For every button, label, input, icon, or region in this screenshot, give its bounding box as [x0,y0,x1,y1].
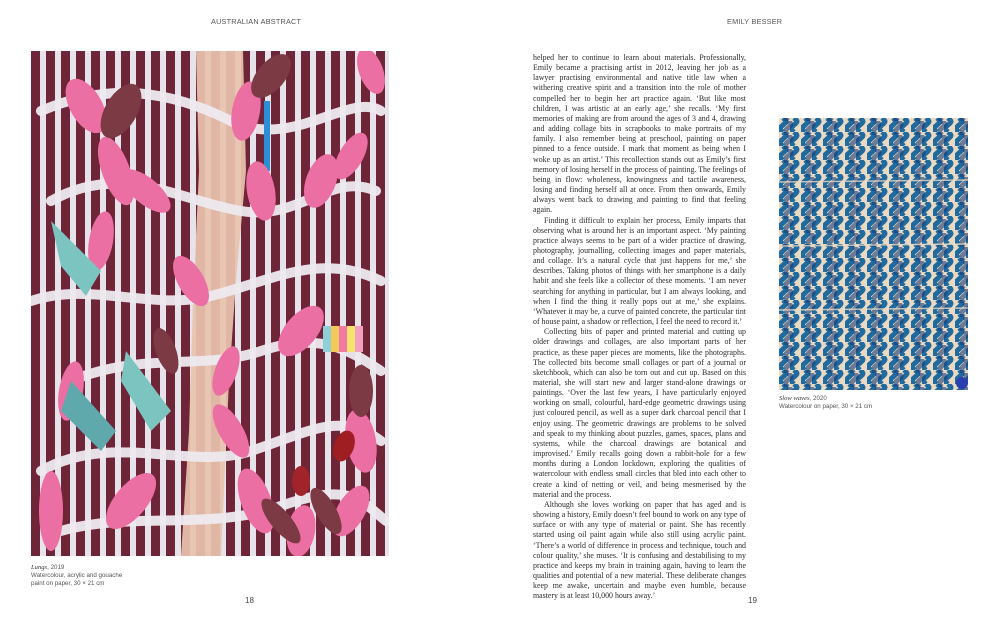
artwork-lungs-shapes [31,51,389,556]
artwork-year: , 2020 [809,395,827,402]
page-number-right: 19 [748,596,757,605]
caption-lungs [31,564,181,588]
paragraph: Collecting bits of paper and printed material and cutting up older drawings and collages, are also important parts of her practice, as these paper pieces are moments, like the photographs. The collected bits become small collages or part of a journal or sketchbook, which can also be torn out and cut up. Based on this material, she will start new and larger stand-alone drawings or paintings. ‘Over the last few years, I have particularly enjoyed working on small, colourful, hard-edge geometric drawings using just coloured pencil, as well as a super dark charcoal pencil that I enjoy using. The geometric drawings are problems to be solved and speak to my thinking about puzzles, games, spaces, plans and systems, while the charcoal drawings are botanical and improvised.’ Emily recalls going down a rabbit-hole for a few months during a London lockdown, exploring the qualities of watercolour with endless small circles that bled into each other to create a kind of netting or veil, and being mesmerised by the material and the process. [533,327,746,499]
artwork-medium-line1: Watercolour on paper, 30 × 21 cm [779,403,873,410]
running-head-left: AUSTRALIAN ABSTRACT [211,17,302,26]
caption-slow-waves [779,395,969,411]
artwork-slow-waves-shapes [779,118,968,390]
paragraph: Although she loves working on paper that has aged and is showing a history, Emily doesn’t feel bound to work on any type of surface or with any type of material or paint. She has recently started using oil paint again while also still using acrylic paint. ‘There’s a world of difference in process and technique, touch and colour quality,’ she muses. ‘It is confusing and destabilising to my practice and keeps my brain in training again, having to learn the qualities and potential of a new material. These deliberate changes keep me awake, uncertain and maybe even humble, because mastery is at least 10,000 hours away.’ [533,499,747,601]
artwork-title: Slow waves [779,395,810,402]
running-head-right: EMILY BESSER [727,17,783,26]
page-number-left: 18 [245,596,254,605]
artwork-medium-line2: paint on paper, 30 × 21 cm [31,580,105,587]
body-text [533,53,746,601]
paragraph: Finding it difficult to explain her process, Emily imparts that observing what is around her is an important aspect. ‘My painting practice always seems to be part of a wider practice of drawing, photography, journalling, collecting images and paper materials, and collage. It’s a natural cycle that just happens for me,’ she describes. Taking photos of things with her smartphone is a daily habit and she feels like a collector of these moments. ‘I am never searching for anything in particular, but I am always looking, and when I find the thing it really pops out at me,’ she explains. ‘Whatever it may be, a curve of painted concrete, the particular tint of house paint, a shadow or reflection, I feel the need to record it.’ [533,215,746,327]
artwork-lungs [31,51,389,556]
artwork-year: , 2019 [47,564,65,571]
artwork-title: Lungs [31,564,48,571]
paragraph: helped her to continue to learn about materials. Professionally, Emily became a practising artist in 2012, leaving her job as a lawyer practising environmental and native title law when a withering creative spirit and a transition into the role of mother compelled her to begin her art practice again. ‘But like most children, I was artistic at an early age,’ she recalls. ‘My first memories of making are from around the ages of 3 and 4, drawing and adding collage bits in scrapbooks to make portraits of my family. I also remember being at preschool, painting on paper pinned to a fence outside. I mark that moment as being when I woke up as an artist.’ This recollection stands out as Emily’s first memory of losing herself in the process of painting. The feelings of being in flow: wholeness, knowingness and tactile awareness, losing and finding herself all at once. From then onwards, Emily always went back to drawing and painting to find that feeling again. [533,53,746,215]
artwork-medium-line1: Watercolour, acrylic and gouache [31,572,123,579]
artwork-slow-waves [779,118,968,390]
